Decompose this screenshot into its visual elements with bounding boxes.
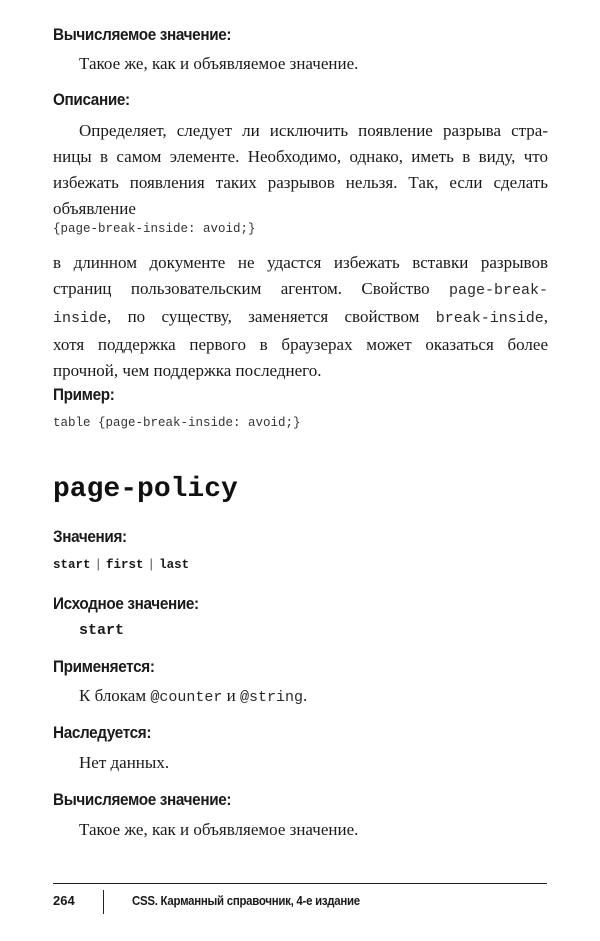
after-line-5: прочной, чем поддержка последнего. (53, 361, 322, 380)
value-start: start (53, 558, 91, 572)
computed-value-text-2: Такое же, как и объявляемое значение. (79, 820, 359, 839)
inline-code-break-inside: break-inside (435, 310, 544, 327)
inherited-text: Нет данных. (79, 753, 170, 772)
applies-text-post: . (303, 686, 308, 705)
initial-value: start (79, 622, 125, 639)
code-declaration: {page-break-inside: avoid;} (53, 222, 256, 236)
inline-code-string: @string (239, 689, 303, 706)
after-line-3-text: , по существу, заменяется свойством (107, 307, 436, 326)
applies-text-mid: и (222, 686, 240, 705)
description-line-2: ницы в самом элементе. Необходимо, однако, иметь в виду, что (53, 147, 548, 166)
description-line-4: объявление (53, 199, 136, 218)
after-line-2 (53, 276, 548, 304)
computed-value-heading: Вычисляемое значение: (53, 25, 232, 44)
inherited-heading: Наследуется: (53, 723, 152, 742)
after-line-4: хотя поддержка первого в браузерах может оказаться более (53, 335, 548, 354)
inline-code-counter: @counter (150, 689, 223, 706)
after-line-1: в длинном документе не удастся избежать вставки разрывов (53, 253, 548, 272)
values-list (53, 558, 189, 572)
value-separator: | (94, 558, 103, 572)
value-last: last (159, 558, 190, 572)
after-line-2-text: страниц пользовательским агентом. Свойство (53, 279, 449, 298)
example-heading: Пример: (53, 385, 115, 404)
inline-code-page-break: page-break- (448, 282, 548, 299)
footer-divider (103, 890, 104, 914)
after-line-3-comma: , (543, 307, 548, 326)
applies-heading: Применяется: (53, 657, 155, 676)
page-number: 264 (53, 893, 75, 908)
example-code: table {page-break-inside: avoid;} (53, 416, 301, 430)
description-heading: Описание: (53, 90, 130, 109)
inline-code-inside: inside (53, 310, 108, 327)
footer-rule (53, 883, 547, 884)
applies-text-pre: К блокам (79, 686, 151, 705)
description-paragraph (53, 118, 548, 222)
description-line-1: Определяет, следует ли исключить появление разрыва стра- (79, 121, 548, 140)
values-heading: Значения: (53, 527, 127, 546)
initial-value-heading: Исходное значение: (53, 594, 199, 613)
computed-value-text: Такое же, как и объявляемое значение. (79, 54, 359, 73)
description-line-3: избежать появления таких разрывов нельзя. Так, если сделать (53, 173, 548, 192)
value-first: first (106, 558, 144, 572)
computed-value-heading-2: Вычисляемое значение: (53, 790, 232, 809)
after-paragraph (53, 250, 548, 384)
book-title: CSS. Карманный справочник, 4-е издание (132, 893, 360, 908)
value-separator: | (147, 558, 156, 572)
after-line-3 (53, 304, 548, 332)
property-title: page-policy (53, 474, 238, 505)
applies-text (79, 684, 307, 710)
